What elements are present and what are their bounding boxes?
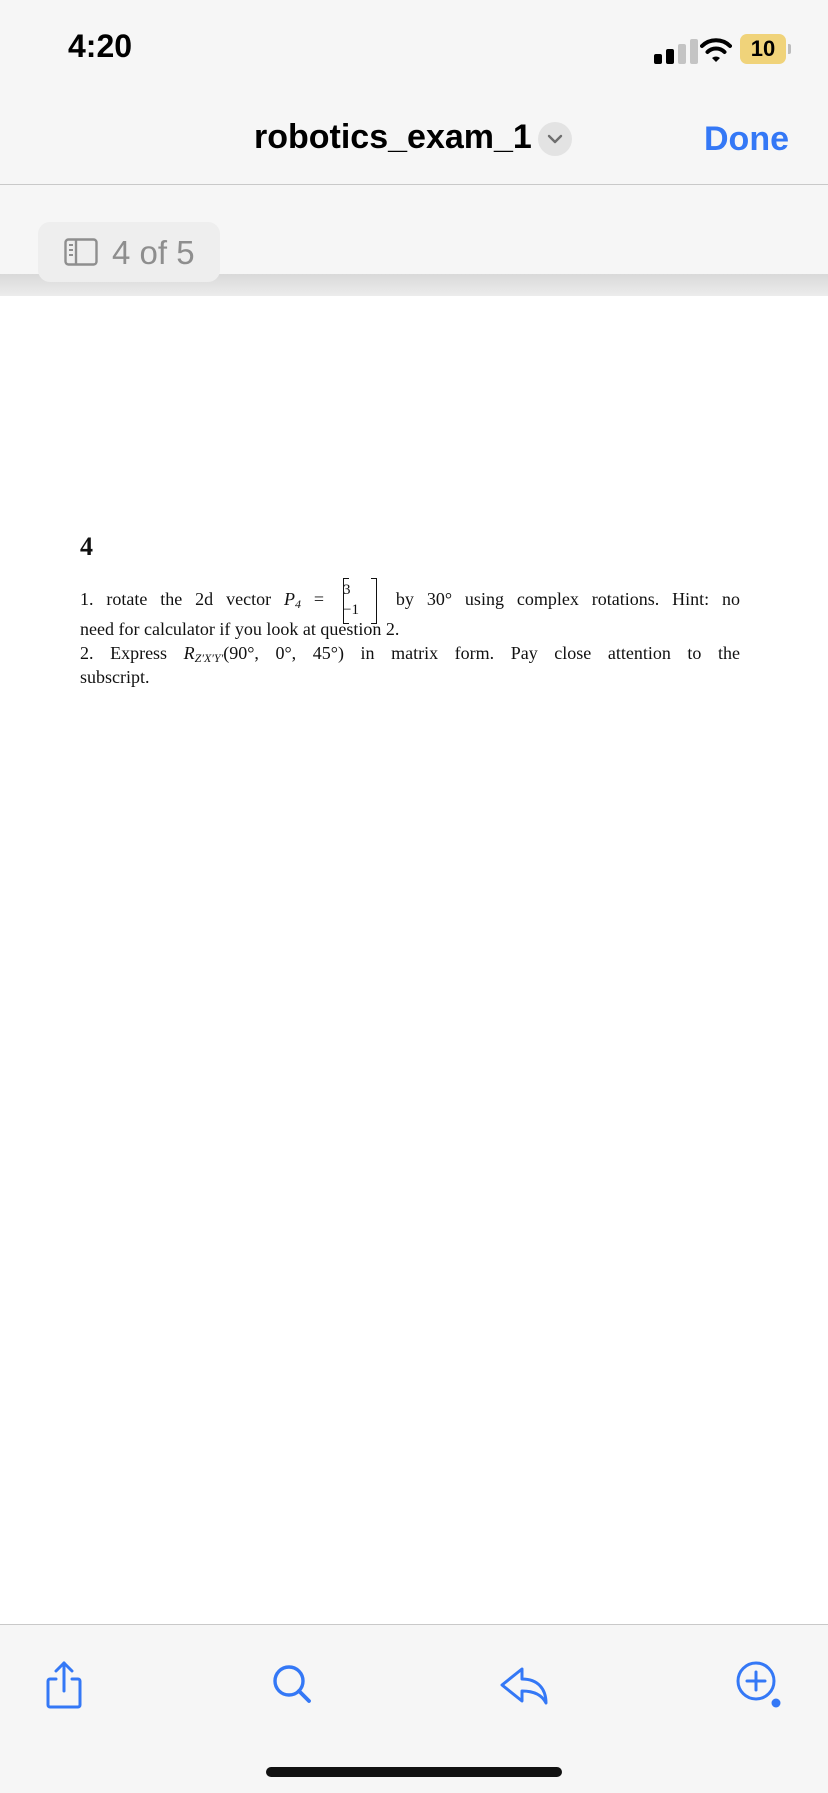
q2-var-subscript: Z′X′Y′ bbox=[194, 651, 224, 665]
q1-prefix: 1. rotate the 2d vector bbox=[80, 589, 272, 610]
q1-var-subscript: 4 bbox=[295, 597, 301, 612]
q1-variable bbox=[284, 589, 301, 612]
share-button[interactable] bbox=[34, 1655, 94, 1715]
question-2-line-2: subscript. bbox=[80, 667, 150, 687]
markup-icon bbox=[494, 1655, 554, 1715]
page-indicator[interactable] bbox=[38, 222, 220, 282]
search-icon bbox=[262, 1655, 322, 1715]
q1-var-letter: P bbox=[284, 589, 295, 610]
navigation-header bbox=[0, 100, 828, 185]
battery-level: 10 bbox=[740, 34, 786, 64]
title-menu-button[interactable] bbox=[538, 122, 572, 156]
bottom-toolbar bbox=[0, 1624, 828, 1793]
home-indicator[interactable] bbox=[266, 1767, 562, 1777]
q2-args: (90°, 0°, 45°) in matrix form. Pay close attention to the bbox=[223, 643, 740, 663]
chevron-down-icon bbox=[547, 134, 563, 144]
document-title[interactable]: robotics_exam_1 bbox=[254, 118, 532, 156]
q1-equals: = bbox=[313, 589, 325, 610]
q2-var-letter: R bbox=[183, 643, 195, 663]
wifi-icon bbox=[700, 36, 732, 64]
status-time: 4:20 bbox=[68, 28, 133, 64]
page-indicator-label: 4 of 5 bbox=[112, 234, 195, 271]
battery-icon bbox=[740, 34, 790, 64]
pdf-page bbox=[0, 296, 828, 1624]
question-2-line-1 bbox=[80, 642, 740, 669]
zoom-plus-icon bbox=[728, 1655, 788, 1715]
question-number: 4 bbox=[80, 532, 93, 561]
vector-top-entry: 3 bbox=[343, 582, 351, 598]
sidebar-icon bbox=[64, 238, 98, 266]
status-bar bbox=[0, 0, 828, 100]
search-button[interactable] bbox=[262, 1655, 322, 1715]
vector-bottom-entry: −1 bbox=[343, 602, 359, 618]
q2-variable bbox=[184, 643, 224, 663]
q2-prefix: 2. Express bbox=[80, 643, 168, 663]
done-button[interactable]: Done bbox=[704, 120, 789, 158]
zoom-button[interactable] bbox=[728, 1655, 788, 1715]
battery-tip bbox=[788, 44, 791, 54]
question-1-line-2: need for calculator if you look at question 2. bbox=[80, 619, 400, 639]
markup-button[interactable] bbox=[494, 1655, 554, 1715]
q1-suffix: by 30° using complex rotations. Hint: no bbox=[395, 589, 741, 610]
share-icon bbox=[34, 1655, 94, 1715]
